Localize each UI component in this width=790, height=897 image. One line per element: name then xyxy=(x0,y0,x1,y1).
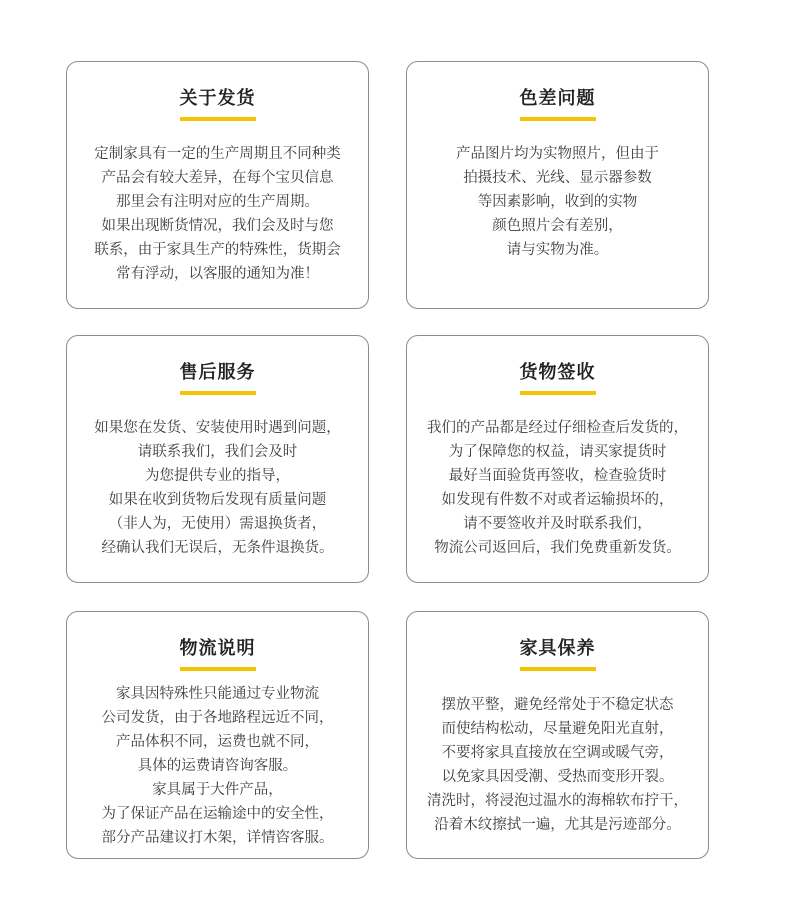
card-title: 货物签收 xyxy=(519,362,596,383)
card-color-difference xyxy=(406,61,709,309)
card-body xyxy=(411,142,704,262)
card-text-line: 经确认我们无误后，无条件退换货。 xyxy=(101,540,334,556)
card-text-line: 如果在收到货物后发现有质量问题 xyxy=(108,492,327,508)
card-shipping xyxy=(66,61,369,309)
title-underline xyxy=(520,391,596,395)
card-text-line: 为了保障您的权益，请买家提货时 xyxy=(448,444,667,460)
card-text-line: 物流公司返回后，我们免费重新发货。 xyxy=(434,540,681,556)
card-text-line: 具体的运费请咨询客服。 xyxy=(137,758,298,774)
card-text-line: 拍摄技术、光线、显示器参数 xyxy=(463,170,652,186)
card-text-line: 清洗时，将浸泡过温水的海棉软布拧干， xyxy=(427,793,688,809)
card-text-line: 请联系我们，我们会及时 xyxy=(137,444,298,460)
card-body xyxy=(411,693,704,837)
card-text-line: 常有浮动，以客服的通知为准！ xyxy=(116,266,319,282)
card-title: 售后服务 xyxy=(179,362,256,383)
card-text-line: 最好当面验货再签收，检查验货时 xyxy=(448,468,667,484)
card-logistics xyxy=(66,611,369,859)
card-title: 关于发货 xyxy=(179,88,256,109)
card-title: 物流说明 xyxy=(179,638,256,659)
card-text-line: 请不要签收并及时联系我们， xyxy=(463,516,652,532)
card-text-line: 颜色照片会有差别， xyxy=(492,218,623,234)
card-text-line: 家具因特殊性只能通过专业物流 xyxy=(116,686,319,702)
card-text-line: 产品会有较大差异，在每个宝贝信息 xyxy=(101,170,334,186)
card-after-sales xyxy=(66,335,369,583)
title-underline xyxy=(180,667,256,671)
card-body xyxy=(71,682,364,850)
card-text-line: 等因素影响，收到的实物 xyxy=(477,194,638,210)
card-text-line: 产品体积不同，运费也就不同， xyxy=(116,734,319,750)
card-body xyxy=(411,416,704,560)
card-text-line: 部分产品建议打木架，详情咨客服。 xyxy=(101,830,334,846)
card-text-line: 摆放平整，避免经常处于不稳定状态 xyxy=(441,697,674,713)
card-text-line: （非人为，无使用）需退换货者， xyxy=(108,516,327,532)
card-title: 色差问题 xyxy=(519,88,596,109)
card-text-line: 我们的产品都是经过仔细检查后发货的， xyxy=(427,420,688,436)
card-text-line: 联系，由于家具生产的特殊性，货期会 xyxy=(94,242,341,258)
card-text-line: 沿着木纹擦拭一遍，尤其是污迹部分。 xyxy=(434,817,681,833)
card-text-line: 家具属于大件产品， xyxy=(152,782,283,798)
card-body xyxy=(71,142,364,286)
card-text-line: 为您提供专业的指导， xyxy=(145,468,290,484)
card-delivery-receipt xyxy=(406,335,709,583)
title-underline xyxy=(520,117,596,121)
card-text-line: 为了保证产品在运输途中的安全性， xyxy=(101,806,334,822)
card-text-line: 而使结构松动，尽量避免阳光直射， xyxy=(441,721,674,737)
card-text-line: 如果出现断货情况，我们会及时与您 xyxy=(101,218,334,234)
card-text-line: 不要将家具直接放在空调或暖气旁， xyxy=(441,745,674,761)
title-underline xyxy=(180,117,256,121)
card-text-line: 公司发货，由于各地路程远近不同， xyxy=(101,710,334,726)
card-body xyxy=(71,416,364,560)
card-furniture-care xyxy=(406,611,709,859)
card-text-line: 那里会有注明对应的生产周期。 xyxy=(116,194,319,210)
card-text-line: 如发现有件数不对或者运输损坏的， xyxy=(441,492,674,508)
card-text-line: 定制家具有一定的生产周期且不同种类 xyxy=(94,146,341,162)
card-text-line: 产品图片均为实物照片，但由于 xyxy=(456,146,659,162)
card-title: 家具保养 xyxy=(519,638,596,659)
title-underline xyxy=(180,391,256,395)
title-underline xyxy=(520,667,596,671)
card-text-line: 以免家具因受潮、受热而变形开裂。 xyxy=(441,769,674,785)
card-text-line: 如果您在发货、安装使用时遇到问题， xyxy=(94,420,341,436)
card-text-line: 请与实物为准。 xyxy=(506,242,609,258)
